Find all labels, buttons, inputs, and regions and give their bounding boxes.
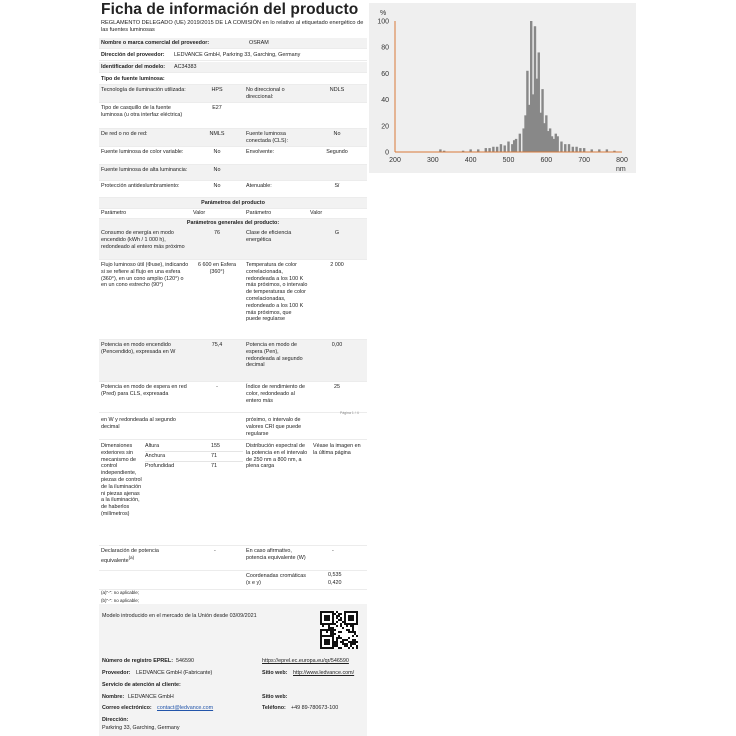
general-row-label-right: Potencia en modo de espera (Pen), redondeada al segundo decimal	[246, 342, 303, 369]
dimension-name: Anchura	[145, 453, 166, 459]
chroma-row	[99, 571, 367, 590]
eprel-footer	[99, 604, 367, 736]
params-col-header-row	[99, 209, 367, 219]
dimension-height	[145, 442, 243, 452]
col-param-left: Parámetro	[101, 210, 127, 216]
spectrum-bar	[564, 144, 566, 152]
type-row-value: NMLS	[209, 131, 225, 137]
eprel-number: 546590	[176, 658, 194, 664]
general-row-value: 75,4	[211, 342, 223, 348]
general-row-label: Flujo luminoso útil (Φuse), indicando si se refiere al flujo en una esfera (360°), en un cono amplio (120°) o en un cono estrecho (90°)	[101, 262, 189, 289]
general-header: Parámetros generales del producto:	[186, 220, 280, 226]
general-row-label-right: Temperatura de color correlacionada, redondeada a los 100 K más próximos, o intervalo de temperaturas de color correlacionadas, redondeado a los 100 K más próximos, que puede regularse	[246, 262, 308, 323]
y-tick-label: 40	[381, 97, 389, 105]
x-tick-label: 400	[464, 157, 477, 164]
general-row-label: Consumo de energía en modo encendido (kWh / 1 000 h), redondeado al entero más próximo	[101, 230, 185, 250]
dimension-value: 71	[211, 453, 217, 459]
service-website-label: Sitio web:	[262, 694, 288, 700]
eprel-link[interactable]: https://eprel.ec.europa.eu/qr/546590	[262, 658, 349, 664]
type-row-value-right: Sí	[334, 183, 340, 189]
general-row-label-right: Índice de rendimiento de color, redondeado al entero más	[246, 384, 306, 404]
service-header: Servicio de atención al cliente:	[102, 682, 181, 688]
spectrum-bar	[575, 147, 577, 152]
dimension-value: 155	[211, 443, 220, 449]
general-row-label: Potencia en modo encendido (Pencendido), expresada en W	[101, 342, 176, 355]
type-row	[99, 165, 367, 181]
y-tick-label: 100	[377, 18, 389, 26]
spectrum-bar	[504, 145, 506, 152]
general-row-value: 6 600 en Esfera (360°)	[197, 262, 237, 275]
y-tick-label: 80	[381, 44, 389, 52]
col-param-right: Parámetro	[246, 210, 272, 216]
type-row	[99, 181, 367, 198]
dimensions-row	[99, 441, 367, 546]
website-label: Sitio web:	[262, 670, 288, 676]
page-title: Ficha de información del producto	[101, 1, 359, 18]
general-row-value-right: G	[334, 230, 340, 236]
page-number: Página 1 / 4	[340, 411, 359, 415]
continuation-row	[99, 415, 367, 440]
qr-code-icon[interactable]	[320, 611, 358, 649]
email-link[interactable]: contact@ledvance.com	[157, 705, 214, 711]
general-row-value-right: 0,00	[331, 342, 343, 348]
type-row-label-right: Fuente luminosa conectada (CLS):	[246, 131, 288, 144]
spectral-chart-svg	[369, 3, 636, 173]
x-tick-label: 800	[616, 157, 628, 164]
supplier-name-row	[99, 38, 367, 49]
address-label: Dirección:	[102, 717, 129, 723]
col-value-left: Valor	[193, 210, 206, 216]
type-row-label: Tipo de casquillo de la fuente luminosa (u otra interfaz eléctrica)	[101, 105, 183, 118]
equivalent-power-sup: (a)	[128, 554, 135, 560]
dimension-width	[145, 452, 243, 462]
spectral-value: Véase la imagen en la última página	[313, 443, 361, 456]
type-row-value: No	[213, 183, 221, 189]
x-tick-label: 500	[502, 157, 515, 164]
y-axis-label: %	[380, 10, 387, 17]
supplier-address-row	[99, 50, 367, 61]
type-row-value-right: No	[333, 131, 341, 137]
chroma-x: 0,535	[328, 572, 342, 578]
spectrum-bar	[496, 147, 498, 152]
spectrum-bar	[485, 148, 487, 152]
chroma-y: 0,420	[328, 580, 342, 586]
type-row-value-right: Segundo	[326, 149, 348, 155]
type-row	[99, 147, 367, 165]
equivalent-power-label-text: Declaración de potencia equivalente	[101, 548, 159, 564]
dimensions-table	[145, 442, 243, 471]
general-row-label: Potencia en modo de espera en red (Pred) para CLS, expresada	[101, 384, 187, 397]
type-row-label: Protección antideslumbramiento:	[101, 183, 180, 189]
x-axis-label: nm	[616, 166, 626, 173]
type-row-label: Fuente luminosa de alta luminancia:	[101, 167, 188, 173]
note-a: (a)"-": no aplicable;	[101, 590, 139, 595]
x-tick-label: 300	[426, 157, 439, 164]
provider-label: Proveedor:	[102, 670, 131, 676]
type-row-label: Tecnología de iluminación utilizada:	[101, 87, 186, 93]
general-row-value-right: 25	[334, 384, 340, 390]
continuation-left: en W y redondeada al segundo decimal	[101, 417, 176, 430]
supplier-address-value: LEDVANCE GmbH, Parkring 33, Garching, Germany	[174, 52, 301, 58]
general-row	[99, 340, 367, 382]
note-b: (b)"-": no aplicable;	[101, 598, 139, 603]
type-row	[99, 85, 367, 103]
y-tick-label: 0	[385, 149, 389, 157]
type-header-row	[99, 74, 367, 85]
type-row	[99, 103, 367, 129]
params-header: Parámetros del producto	[201, 200, 265, 206]
equivalent-if-value: -	[332, 548, 334, 554]
dimension-depth	[145, 462, 243, 471]
y-tick-label: 20	[381, 123, 389, 131]
phone-value: +49 89-780673-100	[291, 705, 339, 711]
col-value-right: Valor	[310, 210, 323, 216]
supplier-address-label: Dirección del proveedor:	[101, 52, 165, 58]
type-row	[99, 129, 367, 147]
general-row	[99, 382, 367, 413]
supplier-name-value: OSRAM	[249, 40, 269, 46]
chroma-label: Coordenadas cromáticas (x e y)	[246, 573, 306, 586]
equivalent-power-value: -	[214, 548, 216, 554]
general-row-value-right: 2 000	[330, 262, 344, 268]
spectrum-bar	[492, 147, 494, 152]
general-row-label-right: Clase de eficiencia energética	[246, 230, 292, 243]
spectrum-bar	[568, 144, 570, 152]
spectrum-bar	[560, 142, 562, 152]
dimension-name: Profundidad	[145, 463, 175, 469]
type-row-value-right: NDLS	[329, 87, 345, 93]
equivalent-power-row	[99, 546, 367, 571]
general-row	[99, 228, 367, 260]
dimensions-label: Dimensiones exteriores sin mecanismo de control independiente, piezas de control de la iluminación ni piezas ajenas a la iluminación, de haberlos (milímetros)	[101, 443, 142, 517]
general-row-value: 76	[214, 230, 220, 236]
type-row-value: No	[213, 167, 221, 173]
spectrum-bar	[579, 148, 581, 152]
model-label: Identificador del modelo:	[101, 64, 166, 70]
type-row-value: No	[213, 149, 221, 155]
spectrum-bar	[519, 134, 521, 152]
type-row-label: Fuente luminosa de color variable:	[101, 149, 184, 155]
spectrum-bar	[500, 144, 502, 152]
equivalent-power-label	[101, 548, 189, 564]
x-tick-label: 700	[578, 157, 591, 164]
dimension-name: Altura	[145, 443, 160, 449]
type-row-value: HPS	[211, 87, 223, 93]
continuation-right: próximo, o intervalo de valores CRI que puede regularse	[246, 417, 302, 437]
x-tick-label: 600	[540, 157, 553, 164]
type-row-label-right: Envolvente:	[246, 149, 275, 155]
type-row-label-right: Atenuable:	[246, 183, 272, 189]
footer-intro: Modelo introducido en el mercado de la Unión desde 03/09/2021	[102, 613, 257, 619]
spectrum-bar	[507, 142, 509, 152]
dimension-value: 71	[211, 463, 217, 469]
spectrum-bar	[515, 139, 517, 152]
eprel-label: Número de registro EPREL:	[102, 658, 173, 664]
equivalent-if-label: En caso afirmativo, potencia equivalente (W)	[246, 548, 306, 561]
general-row	[99, 260, 367, 340]
type-row-label-right: No direccional o direccional:	[246, 87, 285, 100]
model-row	[99, 62, 367, 73]
model-value: AC34383	[174, 64, 197, 70]
provider-value: LEDVANCE GmbH (Fabricante)	[136, 670, 213, 676]
address-value: Parkring 33, Garching, Germany	[102, 725, 180, 731]
supplier-name-label: Nombre o marca comercial del proveedor:	[101, 40, 210, 46]
spectral-label: Distribución espectral de la potencia en el intervalo de 250 nm a 800 nm, a plena carga	[246, 443, 308, 470]
x-tick-label: 200	[389, 157, 401, 164]
email-label: Correo electrónico:	[102, 705, 152, 711]
spectral-chart	[369, 3, 636, 173]
y-tick-label: 60	[381, 70, 389, 78]
type-header: Tipo de fuente luminosa:	[101, 76, 165, 82]
type-row-value: E27	[212, 105, 222, 111]
regulation-text: REGLAMENTO DELEGADO (UE) 2019/2015 DE LA COMISIÓN en lo relativo al etiquetado energético de las fuentes luminosas	[101, 20, 364, 33]
spectrum-bar	[556, 136, 558, 152]
phone-label: Teléfono:	[262, 705, 286, 711]
spectrum-bar	[488, 148, 490, 152]
spectrum-bar	[583, 148, 585, 152]
service-name-value: LEDVANCE GmbH	[128, 694, 174, 700]
params-header-row	[99, 198, 367, 209]
website-link[interactable]: http://www.ledvance.com/	[293, 670, 355, 676]
spectrum-bar	[572, 147, 574, 152]
service-name-label: Nombre:	[102, 694, 125, 700]
type-row-label: De red o no de red:	[101, 131, 148, 137]
general-row-value: -	[216, 384, 218, 390]
